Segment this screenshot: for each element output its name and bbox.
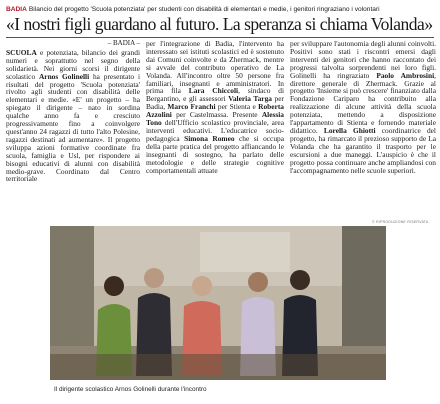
col3-segment: , direttore generale di Zhermack. Grazie al progetto 'Insieme si può crescere' finanziato dalla Fondazione Cariparo ha contribuito alla realizzazione di alcune attività della scuola potenziata, mettendo a disposizione l'appartamento di Stienta e fornendo materiale didattico. bbox=[290, 70, 436, 135]
col2-segment: per l'integrazione di Badia, l'intervento ha interessato sei istituti scolastici ed è sostenuto dai Comuni coinvolte e da Zhermack, mentre si avvale del contributo operativo de La Volanda. All'incontro oltre 50 persone fra familiari, insegnanti e amministratori. In prima fila bbox=[146, 39, 284, 96]
col3-segment: per sviluppare l'autonomia degli alunni coinvolti. Positivi sono stati i riscontri emersi dagli interventi dei genitori che hanno raccontato dei progressi talvolta sorprendenti nei loro figli. Golinelli ha ringraziato bbox=[290, 39, 436, 80]
col2-segment: per Stienta e bbox=[215, 102, 259, 112]
col2-segment: dell'Ufficio scolastico provinciale, area interventi educativi. L'educatrice socio-pedagogica bbox=[146, 118, 284, 143]
photo-illustration bbox=[50, 226, 386, 380]
col2-segment: Valeria Targa bbox=[228, 94, 272, 104]
article-headline: «I nostri figli guardano al futuro. La speranza si chiama Volanda» bbox=[6, 14, 433, 34]
col1-segment: e potenziata, bilancio dei grandi numeri e soprattutto nel segno della solidarietà. Nei giorni scorsi il dirigente scolastico bbox=[6, 47, 140, 81]
photo-caption: Il dirigente scolastico Arnos Golinelli durante l'incontro bbox=[54, 386, 207, 393]
kicker-text: Bilancio del progetto 'Scuola potenziata' per studenti con disabilità di elementari e medie, i genitori ringraziano i volontari bbox=[28, 6, 380, 13]
col2-segment: per Castelmassa. Presente bbox=[171, 110, 262, 120]
col2-segment: Alessia Tono bbox=[146, 110, 284, 128]
article-column-1 bbox=[6, 40, 140, 183]
col1-segment: ha presentato i risultati del progetto 'Scuola potenziata' rivolto agli studenti con disabilità delle elementari e medie. «E' un progetto – ha spiegato il dirigente – nato in sordina qualche anno fa e cresciuto progressivamente fino a coinvolgere quest'anno 24 ragazzi di tutto l'alto Polesine, ragazzi destinati ad aumentare». Il progetto sviluppa azioni formative coordinate fra scuola, famiglia e Usl, per rispondere ai bisogni educativi di alunni con disabilità medio-grave. Coordinato dal Centro territoriale bbox=[6, 71, 140, 184]
column-2-text bbox=[146, 40, 284, 174]
headline-rule bbox=[6, 37, 434, 38]
col1-segment: SCUOLA bbox=[6, 47, 37, 57]
article-photo bbox=[50, 226, 386, 380]
col2-segment: Lara Chiccoli bbox=[188, 86, 239, 96]
dateline: – BADIA – bbox=[107, 39, 140, 47]
col2-segment: che si occupa della parte pratica del progetto affiancando le insegnanti di sostegno, ha parlato delle metodologie e delle strategie cognitive comportamentali attuate bbox=[146, 133, 285, 175]
col2-segment: Marco Franchi bbox=[167, 102, 216, 112]
col3-segment: coordinatrice del progetto, ha rimarcato il prezioso supporto de La Volanda che ha garantito il trasporto per le escursioni a due maneggi. L'auspicio è che il progetto possa continuare anche ampliandosi con l'accompagnamento nelle scuole superiori. bbox=[290, 125, 436, 175]
article-kicker bbox=[6, 6, 434, 14]
col1-segment: Arnos Golinelli bbox=[38, 71, 90, 81]
col2-segment: Simona Romeo bbox=[184, 133, 235, 143]
column-1-text bbox=[6, 49, 140, 183]
section-label: BADIA bbox=[6, 6, 27, 13]
column-3-text bbox=[290, 40, 436, 174]
col3-segment: Paolo Ambrosini bbox=[376, 70, 435, 80]
copyright-notice: © RIPRODUZIONE RISERVATA bbox=[372, 220, 429, 224]
col2-segment: , sindaco di Bergantino, e gli assessori bbox=[146, 86, 284, 104]
article-column-3 bbox=[290, 40, 436, 174]
col3-segment: Lorella Ghiotti bbox=[323, 125, 376, 135]
col2-segment: Roberta Azzolini bbox=[146, 102, 285, 120]
col2-segment: per Badia, bbox=[146, 94, 284, 112]
article-column-2 bbox=[146, 40, 284, 174]
